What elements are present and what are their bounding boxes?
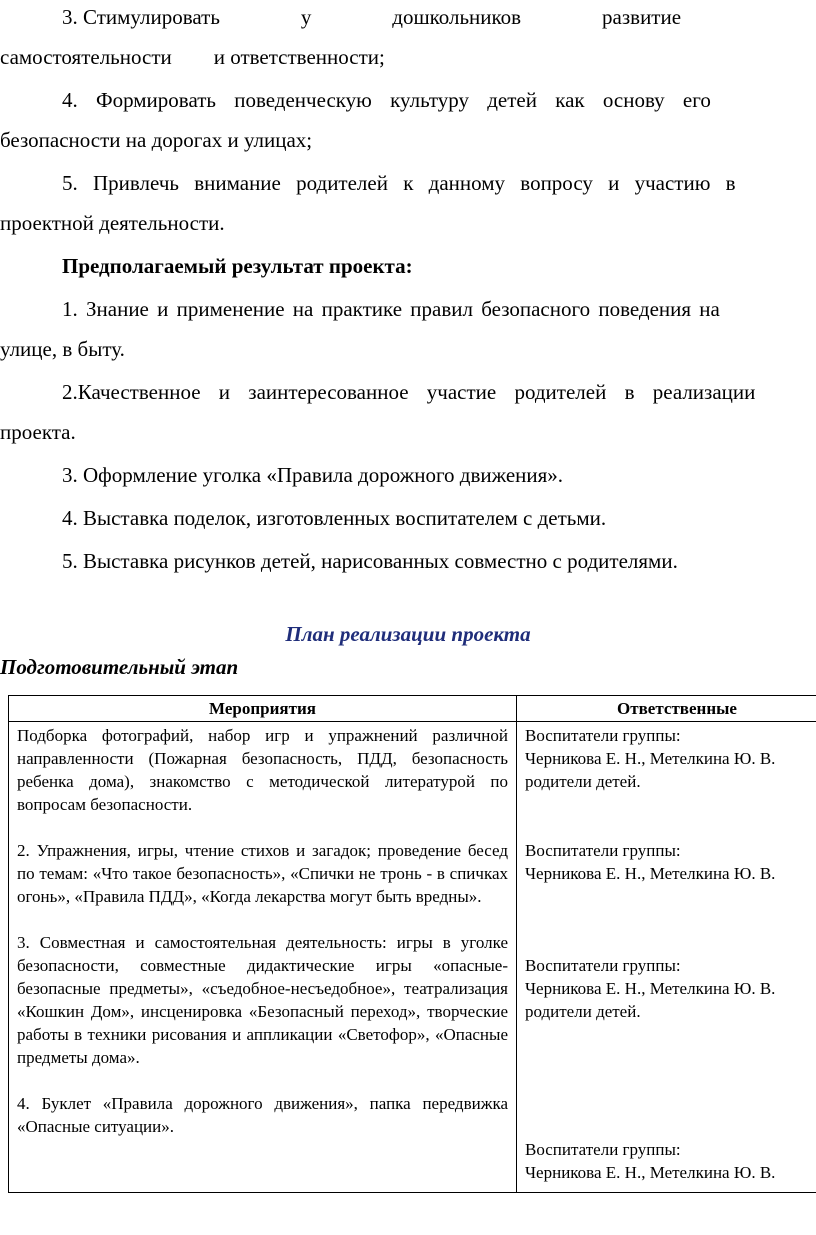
expected-4: 4. Выставка поделок, изготовленных воспитателем с детьми. xyxy=(62,506,607,530)
stage-title: Подготовительный этап xyxy=(0,655,239,679)
goal-4-line-2: безопасности на дорогах и улицах; xyxy=(0,128,313,152)
expected-2-line-2: проекта. xyxy=(0,420,76,444)
plan-title: План реализации проекта xyxy=(285,622,531,646)
goal-5-line-1: 5. Привлечь внимание родителей к данному вопросу и участию в xyxy=(62,171,736,195)
table-header-row xyxy=(9,696,816,722)
responsible-1-line-2: Черникова Е. Н., Метелкина Ю. В. xyxy=(525,749,776,768)
expected-3: 3. Оформление уголка «Правила дорожного движения». xyxy=(62,463,564,487)
responsible-3-line-2: Черникова Е. Н., Метелкина Ю. В. xyxy=(525,979,776,998)
events-cell xyxy=(9,722,517,1193)
expected-result-heading: Предполагаемый результат проекта: xyxy=(62,254,413,278)
goal-3-word: 3. Стимулировать xyxy=(62,5,220,29)
responsible-1 xyxy=(525,724,816,816)
responsible-1-line-3: родители детей. xyxy=(525,772,641,791)
responsible-2-line-2: Черникова Е. Н., Метелкина Ю. В. xyxy=(525,864,776,883)
expected-1-line-1: 1. Знание и применение на практике правил безопасного поведения на xyxy=(62,297,720,321)
responsible-3 xyxy=(525,954,816,1115)
responsible-1-line-1: Воспитатели группы: xyxy=(525,726,681,745)
expected-1-line-2: улице, в быту. xyxy=(0,337,125,361)
header-responsible: Ответственные xyxy=(517,696,816,722)
goal-3-word: дошкольников xyxy=(392,5,522,29)
activity-3: 3. Совместная и самостоятельная деятельность: игры в уголке безопасности, совместные дидактические игры «опасные-безопасные предметы», «съедобное-несъедобное», театрализация «Кошкин Дом», инсценировка «Безопасный переход», творческие работы в техники рисования и аппликации «Светофор», «Опасные предметы дома». xyxy=(17,933,508,1067)
responsible-4-line-2: Черникова Е. Н., Метелкина Ю. В. xyxy=(525,1163,776,1182)
responsible-cell xyxy=(517,722,816,1193)
goal-3-line-1 xyxy=(62,0,762,37)
plan-table xyxy=(8,695,816,1193)
responsible-3-line-3: родители детей. xyxy=(525,1002,641,1021)
activity-2: 2. Упражнения, игры, чтение стихов и загадок; проведение бесед по темам: «Что такое безопасность», «Спички не тронь - в спичках огонь», «Правила ПДД», «Когда лекарства могут быть вредны». xyxy=(17,841,508,906)
activity-1: Подборка фотографий, набор игр и упражнений различной направленности (Пожарная безопасность, ПДД, безопасность ребенка дома), знакомство с методической литературой по вопросам безопасности. xyxy=(17,726,508,814)
goal-3-word: развитие xyxy=(602,5,682,29)
expected-2-line-1: 2.Качественное и заинтересованное участие родителей в реализации xyxy=(62,380,756,404)
responsible-4-line-1: Воспитатели группы: xyxy=(525,1140,681,1159)
header-events: Мероприятия xyxy=(9,696,517,722)
responsible-2 xyxy=(525,839,816,931)
responsible-4 xyxy=(525,1138,816,1184)
goal-4-line-1: 4. Формировать поведенческую культуру детей как основу его xyxy=(62,88,711,112)
expected-5: 5. Выставка рисунков детей, нарисованных совместно с родителями. xyxy=(62,549,678,573)
table-row xyxy=(9,722,816,1193)
goal-3-line-2: самостоятельности и ответственности; xyxy=(0,45,385,69)
goal-5-line-2: проектной деятельности. xyxy=(0,211,225,235)
responsible-2-line-1: Воспитатели группы: xyxy=(525,841,681,860)
responsible-3-line-1: Воспитатели группы: xyxy=(525,956,681,975)
goal-3-word: у xyxy=(300,5,312,29)
activity-4: 4. Буклет «Правила дорожного движения», папка передвижка «Опасные ситуации». xyxy=(17,1094,508,1136)
